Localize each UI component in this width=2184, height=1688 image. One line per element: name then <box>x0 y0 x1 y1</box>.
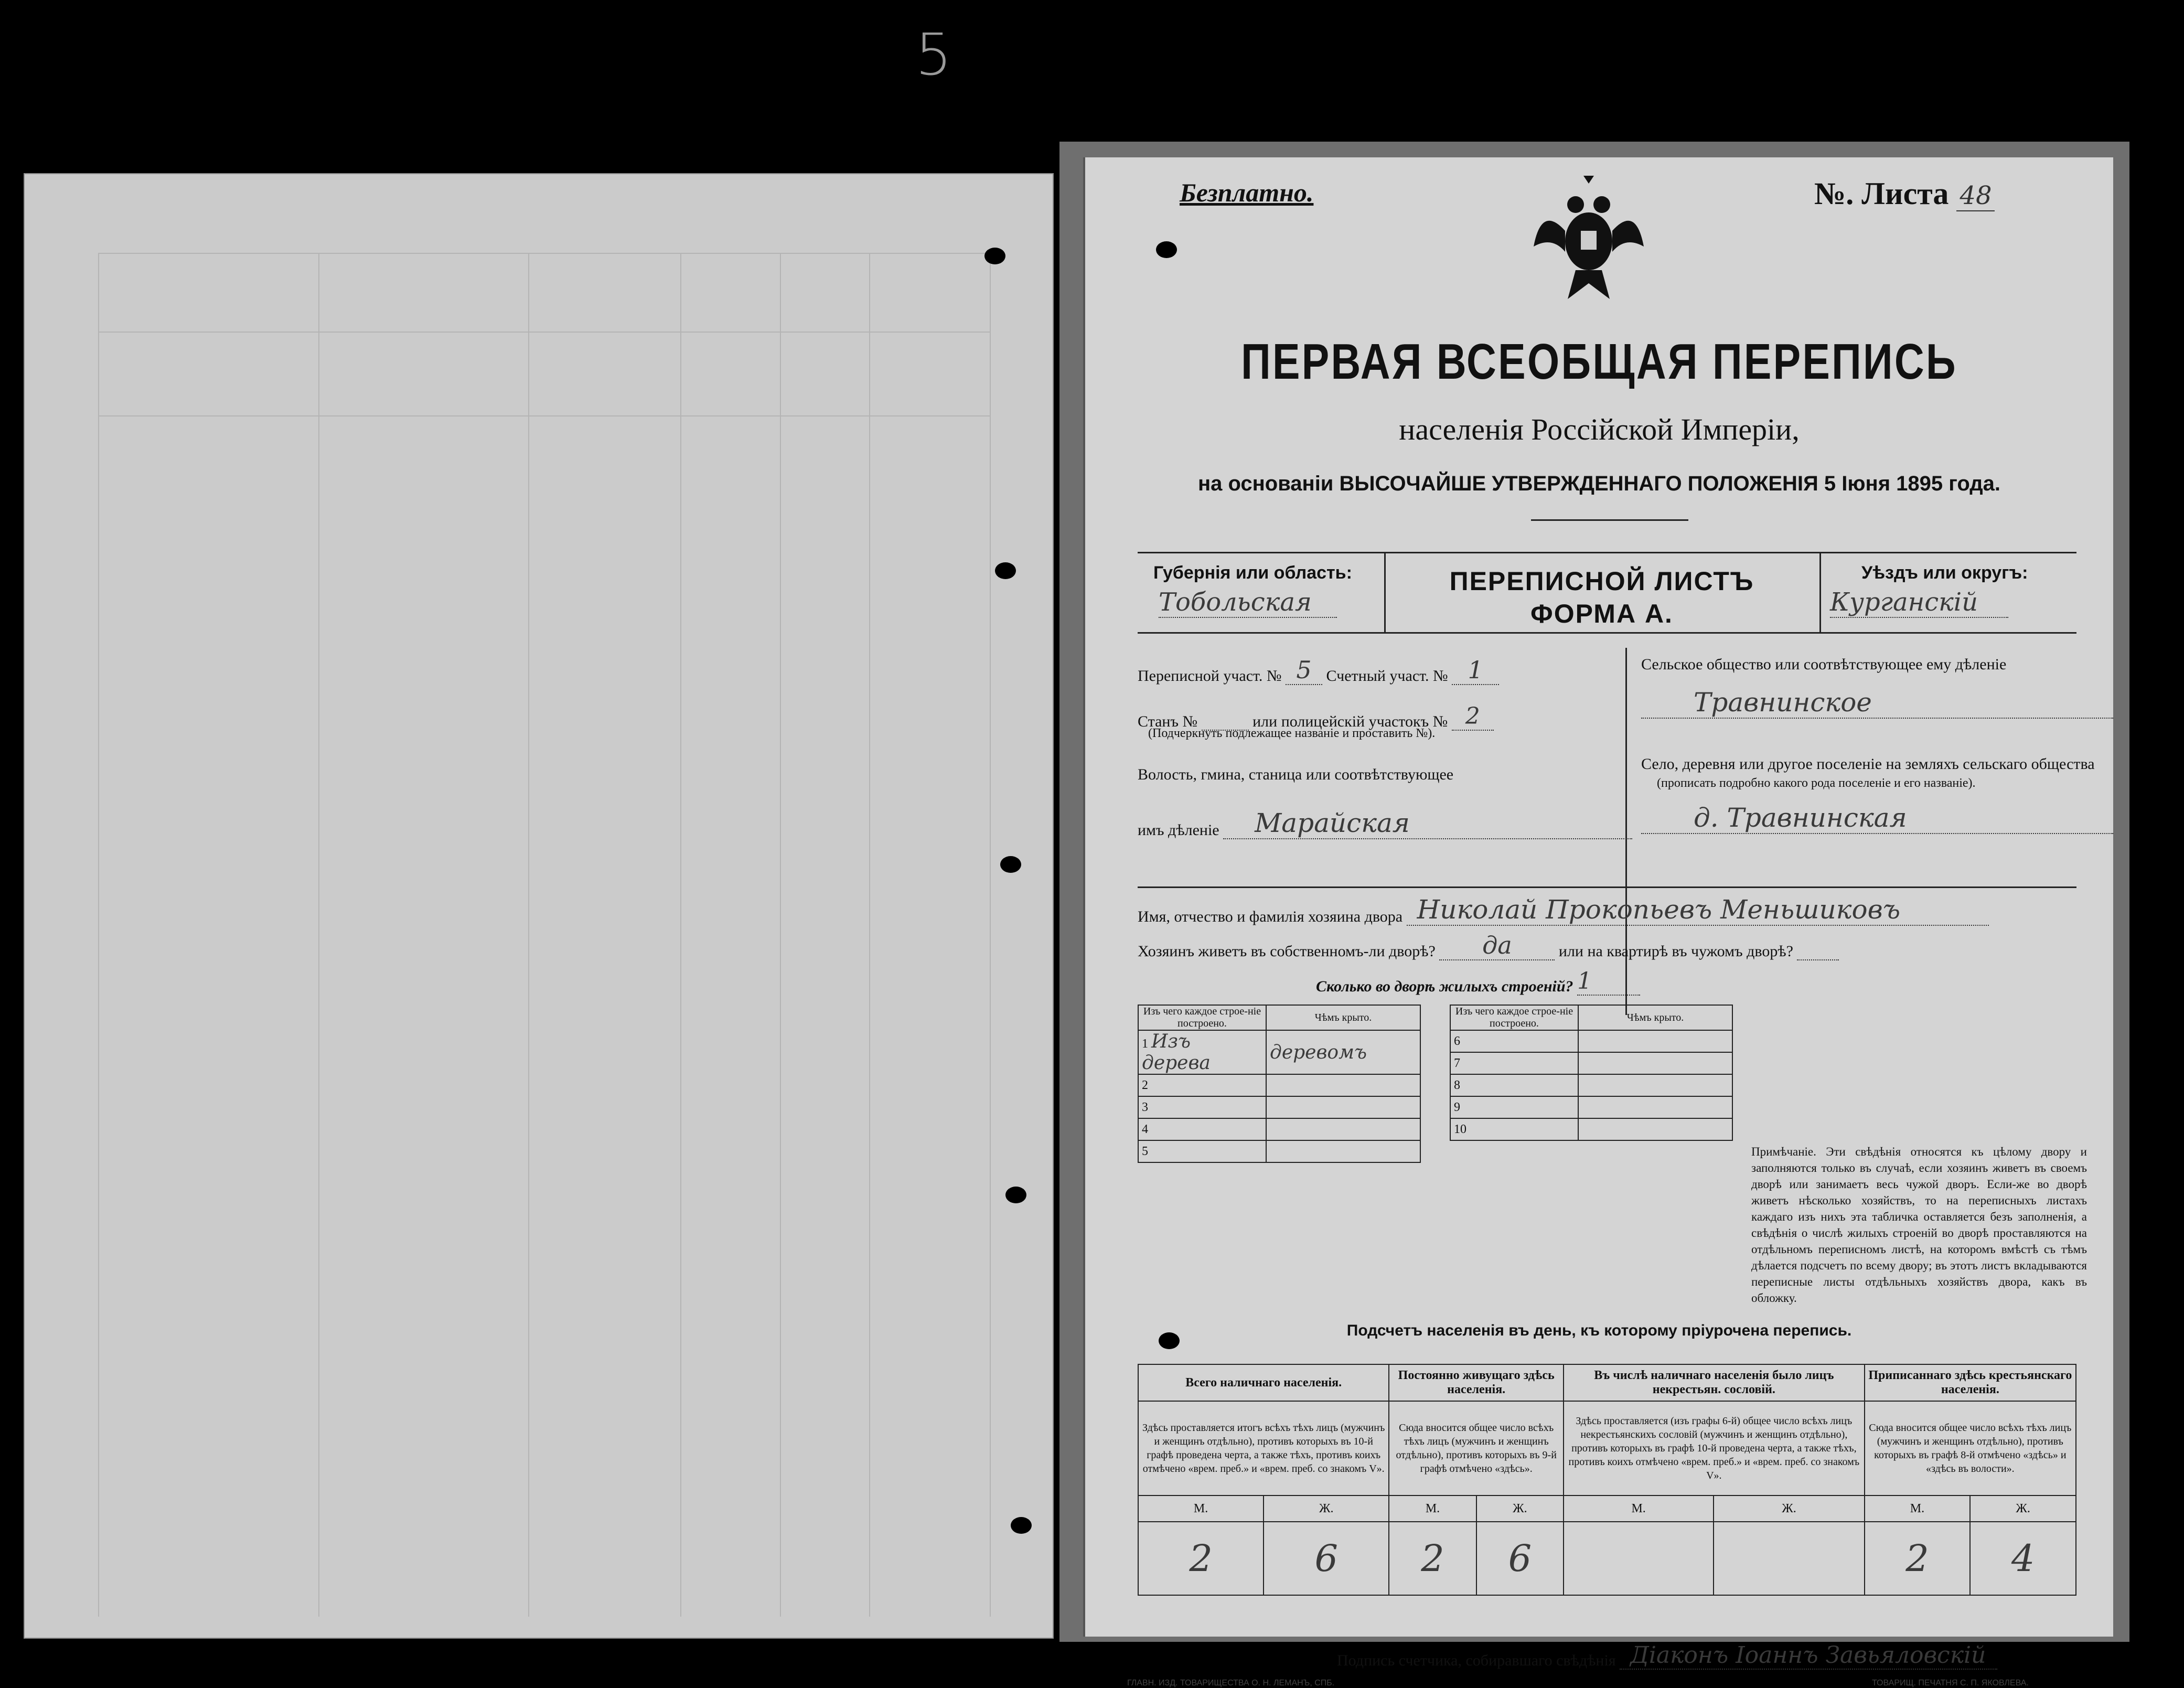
form-subtitle: населенія Россійской Имперіи, <box>1399 412 1800 446</box>
sheet-number <box>1814 176 1995 212</box>
pop-value: 4 <box>1970 1522 2076 1595</box>
pop-m-label: М. <box>1389 1495 1476 1522</box>
census-form <box>1083 157 2113 1687</box>
owner-own-value: да <box>1439 931 1555 960</box>
pop-value <box>1714 1522 1864 1595</box>
buildings-label: Сколько во дворѣ жилыхъ строеній? <box>1316 978 1573 995</box>
stan-note: (Подчеркнуть подлежащее названіе и проставить №). <box>1148 727 1436 740</box>
gubernia-value: Тобольская <box>1159 587 1337 618</box>
punch-hole <box>1156 241 1177 258</box>
printer-imprint-left: ГЛАВН. ИЗД. ТОВАРИЩЕСТВА О. Н. ЛЕМАНЪ, СПБ. <box>1127 1679 1335 1687</box>
table-row: 2 <box>1138 1074 1420 1096</box>
form-title-1: ПЕРЕПИСНОЙ ЛИСТЪ <box>1449 567 1754 596</box>
pop-head-permanent: Постоянно живущаго здѣсь населенія. <box>1389 1364 1564 1401</box>
uezd-cell <box>1819 553 2076 632</box>
pop-value: 6 <box>1476 1522 1564 1595</box>
bt-col-roof: Чѣмъ крыто. <box>1578 1005 1732 1030</box>
stan-value: 2 <box>1452 703 1494 731</box>
pop-value <box>1564 1522 1714 1595</box>
owner-name-value: Николай Прокопьевъ Меньшиковъ <box>1407 894 1989 926</box>
selo-value: д. Травнинская <box>1641 803 2113 834</box>
owner-name-row <box>1138 886 2076 926</box>
note-text: Примѣчаніе. Эти свѣдѣнія относятся къ цѣлому двору и заполняются только въ случаѣ, если хозяинъ живетъ въ своемъ дворѣ или занимаетъ весь чужой дворъ. Если-же во дворѣ живетъ нѣсколько хозяйствъ, то на переписныхъ листахъ каждаго изъ нихъ эта табличка оставляется безъ заполненія, а свѣдѣнія о числѣ жилыхъ строеній во дворѣ проставляются на отдѣльномъ переписномъ листѣ, на которомъ вмѣстѣ съ тѣмъ дѣлается подсчетъ по всему двору; въ этотъ листъ вкладываются переписные листы отдѣльныхъ хозяйствъ двора, какъ въ обложку. <box>1751 1145 2087 1305</box>
buildings-table-right <box>1450 1005 1733 1141</box>
header-band <box>1138 552 2076 634</box>
bt-col-material: Изъ чего каждое строе-ніе построено. <box>1138 1005 1266 1030</box>
owner-name-label: Имя, отчество и фамилія хозяина двора <box>1138 908 1403 925</box>
schetny-label: Счетный участ. № <box>1326 667 1448 685</box>
table-row: 7 <box>1450 1052 1732 1074</box>
pop-m-label: М. <box>1865 1495 1971 1522</box>
selo-note: (прописать подробно какого рода поселеніе и его названіе). <box>1657 776 1976 790</box>
schetny-value: 1 <box>1452 656 1499 685</box>
table-row: 3 <box>1138 1096 1420 1118</box>
table-row: 5 <box>1138 1140 1420 1162</box>
printer-imprint-right: ТОВАРИЩ. ПЕЧАТНЯ С. П. ЯКОВЛЕВА. <box>1872 1679 2029 1687</box>
population-title: Подсчетъ населенія въ день, къ которому пріурочена перепись. <box>1346 1322 1852 1339</box>
ghost-grid <box>98 253 990 1617</box>
form-basis: на основаніи ВЫСОЧАЙШЕ УТВЕРЖДЕННАГО ПОЛОЖЕНІЯ 5 Іюня 1895 года. <box>1197 472 2001 495</box>
pop-f-label: Ж. <box>1264 1495 1389 1522</box>
table-row: 4 <box>1138 1118 1420 1140</box>
stan-mid-label: или полицейскій участокъ № <box>1252 713 1448 730</box>
sheet-number-value: 48 <box>1956 181 1995 211</box>
uezd-value: Курганскій <box>1830 587 2008 618</box>
punch-hole <box>995 562 1016 579</box>
volost-label: Волость, гмина, станица или соотвѣтствующее <box>1138 766 1454 783</box>
buildings-row <box>1316 968 1640 996</box>
pop-desc: Здѣсь проставляется (изъ графы 6-й) общее число всѣхъ лицъ некрестьянскихъ сословій (мужчинъ и женщинъ отдѣльно), противъ которыхъ въ графѣ 10-й проведена черта, а также тѣхъ, противъ коихъ отмѣчено «врем. преб.» и «врем. преб. со знакомъ V». <box>1564 1401 1865 1495</box>
uchastok-value: 5 <box>1286 656 1322 685</box>
punch-hole <box>984 248 1005 264</box>
pop-f-label: Ж. <box>1476 1495 1564 1522</box>
corner-mark: 5 <box>915 21 952 88</box>
table-row: 9 <box>1450 1096 1732 1118</box>
owner-own-label: Хозяинъ живетъ въ собственномъ-ли дворѣ? <box>1138 943 1436 960</box>
punch-hole <box>1011 1517 1032 1534</box>
pop-m-label: М. <box>1138 1495 1264 1522</box>
buildings-table-left <box>1138 1005 1421 1163</box>
punch-hole <box>1005 1187 1026 1203</box>
pop-value: 2 <box>1865 1522 1971 1595</box>
signature-value: Діаконъ Іоаннъ Завьяловскій <box>1620 1642 1997 1670</box>
table-row: 6 <box>1450 1030 1732 1052</box>
uezd-label: Уѣздъ или округъ: <box>1861 563 2028 583</box>
bt-col-material: Изъ чего каждое строе-ніе построено. <box>1450 1005 1578 1030</box>
pop-value: 2 <box>1389 1522 1476 1595</box>
uchastok-label: Переписной участ. № <box>1138 667 1282 685</box>
pop-head-peasant: Приписаннаго здѣсь крестьянскаго населенія. <box>1865 1364 2076 1401</box>
pop-head-total: Всего наличнаго населенія. <box>1138 1364 1389 1401</box>
buildings-value: 1 <box>1577 968 1640 996</box>
uchastok-row <box>1138 656 1499 685</box>
owner-other-label: или на квартирѣ въ чужомъ дворѣ? <box>1558 943 1793 960</box>
owner-own-row <box>1138 931 1839 960</box>
table-row: 10 <box>1450 1118 1732 1140</box>
pop-f-label: Ж. <box>1714 1495 1864 1522</box>
volost-row <box>1138 808 1632 839</box>
population-table <box>1138 1364 2076 1596</box>
form-title-2: ФОРМА А. <box>1530 599 1673 628</box>
obshchestvo-value: Травнинское <box>1641 687 2113 719</box>
pop-value: 2 <box>1138 1522 1264 1595</box>
pop-head-nonpeasant: Въ числѣ наличнаго населенія было лицъ некрестьян. сословій. <box>1564 1364 1865 1401</box>
ornament-divider <box>1531 519 1688 531</box>
pop-desc: Сюда вносится общее число всѣхъ тѣхъ лицъ (мужчинъ и женщинъ отдѣльно), противъ которыхъ въ 9-й графѣ отмѣчено «здѣсь». <box>1389 1401 1564 1495</box>
double-headed-eagle-emblem <box>1531 173 1646 304</box>
sheet-label: №. Листа <box>1814 176 1949 211</box>
signature-row <box>1337 1642 1997 1670</box>
punch-hole <box>1000 856 1021 873</box>
table-row: 1 Изъ дерева деревомъ <box>1138 1030 1420 1074</box>
bt-col-roof: Чѣмъ крыто. <box>1266 1005 1420 1030</box>
selo-label: Село, деревня или другое поселеніе на земляхъ сельскаго общества <box>1641 755 2095 773</box>
punch-hole <box>1159 1332 1180 1349</box>
left-page <box>24 173 1054 1639</box>
table-row: 8 <box>1450 1074 1732 1096</box>
gubernia-label: Губернія или область: <box>1153 563 1352 583</box>
pop-desc: Сюда вносится общее число всѣхъ тѣхъ лицъ (мужчинъ и женщинъ отдѣльно), противъ которыхъ въ графѣ 8-й отмѣчено «здѣсь» и «здѣсь въ волости». <box>1865 1401 2076 1495</box>
free-label: Безплатно. <box>1180 178 1314 207</box>
form-main-title: ПЕРВАЯ ВСЕОБЩАЯ ПЕРЕПИСЬ <box>1241 334 1957 390</box>
pop-desc: Здѣсь проставляется итогъ всѣхъ тѣхъ лицъ (мужчинъ и женщинъ отдѣльно), противъ которыхъ въ 10-й графѣ проведена черта, а также тѣхъ, противъ коихъ отмѣчено «врем. преб.» и «врем. преб. со знакомъ V». <box>1138 1401 1389 1495</box>
pop-f-label: Ж. <box>1970 1495 2076 1522</box>
signature-label: Подпись счетчика, собиравшаго свѣдѣнія <box>1337 1652 1616 1669</box>
form-title-cell <box>1384 553 1821 632</box>
volost-value: Марайская <box>1223 808 1632 839</box>
stan-label: Станъ № <box>1138 713 1198 730</box>
pop-m-label: М. <box>1564 1495 1714 1522</box>
volost-label-2: имъ дѣленіе <box>1138 821 1219 839</box>
pop-value: 6 <box>1264 1522 1389 1595</box>
gubernia-cell <box>1138 553 1386 632</box>
obshchestvo-label: Сельское общество или соотвѣтствующее ему дѣленіе <box>1641 656 2007 673</box>
